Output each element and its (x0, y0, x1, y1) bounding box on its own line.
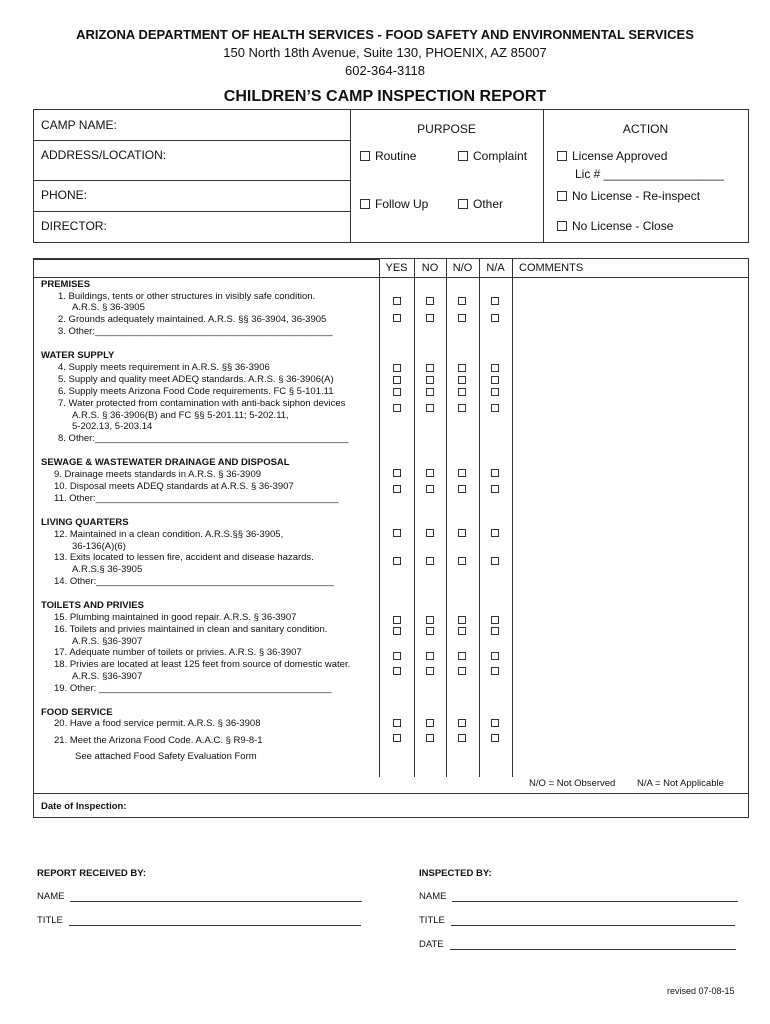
col-no: NO (421, 262, 439, 274)
answer-checkbox[interactable] (393, 297, 401, 305)
address-label: ADDRESS/LOCATION: (41, 148, 167, 162)
answer-checkbox[interactable] (458, 485, 466, 493)
answer-checkbox[interactable] (393, 529, 401, 537)
item-4: 4. Supply meets requirement in A.R.S. §§ 36-3906 (58, 362, 270, 373)
inspected-by: INSPECTED BY: (419, 868, 492, 879)
checkbox[interactable] (458, 199, 468, 209)
answer-checkbox[interactable] (458, 627, 466, 635)
inspector-name-field[interactable] (419, 891, 738, 902)
answer-checkbox[interactable] (458, 314, 466, 322)
item-2: 2. Grounds adequately maintained. A.R.S. §§ 36-3904, 36-3905 (58, 314, 327, 325)
item-15: 15. Plumbing maintained in good repair. A.R.S. § 36-3907 (54, 612, 297, 623)
col-comments: COMMENTS (519, 262, 584, 274)
answer-checkbox[interactable] (393, 616, 401, 624)
date-of-inspection-label: Date of Inspection: (41, 801, 127, 812)
col-not-applicable: N/A (486, 262, 505, 274)
answer-checkbox[interactable] (393, 364, 401, 372)
item-1-ref: A.R.S. § 36-3905 (72, 302, 145, 313)
title-label: TITLE (37, 915, 63, 926)
section-premises: PREMISES (41, 279, 91, 290)
date-label: DATE (419, 939, 444, 950)
camp-info-box (33, 109, 749, 243)
section-living-quarters: LIVING QUARTERS (41, 517, 129, 528)
item-18-ref: A.R.S. §36-3907 (72, 671, 143, 682)
name-label: NAME (37, 891, 65, 902)
item-9: 9. Drainage meets standards in A.R.S. § 36-3909 (54, 469, 262, 480)
item-6: 6. Supply meets Arizona Food Code requirements. FC § 5-101.11 (58, 386, 334, 397)
checkbox[interactable] (557, 151, 567, 161)
answer-checkbox[interactable] (393, 404, 401, 412)
report-received-by: REPORT RECEIVED BY: (37, 868, 147, 879)
answer-checkbox[interactable] (491, 314, 499, 322)
title-label: TITLE (419, 915, 445, 926)
agency-phone: 602-364-3118 (345, 63, 425, 78)
item-19: 19. Other: ____________________________________________ (54, 683, 332, 694)
answer-checkbox[interactable] (491, 376, 499, 384)
item-16-ref: A.R.S. §36-3907 (72, 636, 143, 647)
col-not-observed: N/O (452, 262, 473, 274)
phone-label: PHONE: (41, 188, 88, 202)
answer-checkbox[interactable] (426, 616, 434, 624)
answer-checkbox[interactable] (458, 376, 466, 384)
close-label: No License - Close (572, 219, 674, 233)
answer-checkbox[interactable] (491, 667, 499, 675)
answer-checkbox[interactable] (426, 652, 434, 660)
item-3: 3. Other:_____________________________________________ (58, 326, 333, 337)
section-food-service: FOOD SERVICE (41, 707, 113, 718)
agency-name: ARIZONA DEPARTMENT OF HEALTH SERVICES - FOOD SAFETY AND ENVIRONMENTAL SERVICES (76, 27, 694, 42)
answer-checkbox[interactable] (491, 719, 499, 727)
answer-checkbox[interactable] (393, 734, 401, 742)
answer-checkbox[interactable] (491, 529, 499, 537)
legend-not-applicable: N/A = Not Applicable (637, 778, 724, 789)
answer-checkbox[interactable] (491, 364, 499, 372)
answer-checkbox[interactable] (426, 404, 434, 412)
answer-checkbox[interactable] (426, 667, 434, 675)
checkbox[interactable] (557, 191, 567, 201)
item-5: 5. Supply and quality meet ADEQ standards. A.R.S. § 36-3906(A) (58, 374, 334, 385)
item-16: 16. Toilets and privies maintained in clean and sanitary condition. (54, 624, 328, 635)
purpose-other[interactable] (458, 197, 503, 211)
answer-checkbox[interactable] (426, 557, 434, 565)
section-toilets: TOILETS AND PRIVIES (41, 600, 144, 611)
item-12-ref: 36-136(A)(6) (72, 541, 126, 552)
answer-checkbox[interactable] (426, 297, 434, 305)
answer-checkbox[interactable] (426, 469, 434, 477)
answer-checkbox[interactable] (491, 557, 499, 565)
answer-checkbox[interactable] (426, 529, 434, 537)
item-14: 14. Other:_____________________________________________ (54, 576, 334, 587)
checkbox[interactable] (557, 221, 567, 231)
received-name-field[interactable] (37, 891, 362, 902)
item-1: 1. Buildings, tents or other structures in visibly safe condition. (58, 291, 316, 302)
action-no-license-reinspect[interactable] (557, 189, 700, 203)
answer-checkbox[interactable] (426, 388, 434, 396)
section-sewage: SEWAGE & WASTEWATER DRAINAGE AND DISPOSAL (41, 457, 290, 468)
answer-checkbox[interactable] (426, 376, 434, 384)
item-12: 12. Maintained in a clean condition. A.R.S.§§ 36-3905, (54, 529, 284, 540)
answer-checkbox[interactable] (491, 404, 499, 412)
action-license-approved[interactable] (557, 149, 667, 163)
answer-checkbox[interactable] (491, 485, 499, 493)
answer-checkbox[interactable] (393, 469, 401, 477)
answer-checkbox[interactable] (458, 404, 466, 412)
answer-checkbox[interactable] (393, 627, 401, 635)
answer-checkbox[interactable] (491, 734, 499, 742)
answer-checkbox[interactable] (393, 652, 401, 660)
complaint-label: Complaint (473, 149, 528, 163)
answer-checkbox[interactable] (393, 314, 401, 322)
answer-checkbox[interactable] (393, 485, 401, 493)
checkbox[interactable] (360, 151, 370, 161)
answer-checkbox[interactable] (458, 734, 466, 742)
answer-checkbox[interactable] (393, 388, 401, 396)
answer-checkbox[interactable] (458, 616, 466, 624)
answer-checkbox[interactable] (393, 667, 401, 675)
item-18: 18. Privies are located at least 125 feet from source of domestic water. (54, 659, 351, 670)
answer-checkbox[interactable] (426, 485, 434, 493)
answer-checkbox[interactable] (491, 652, 499, 660)
item-20: 20. Have a food service permit. A.R.S. § 36-3908 (54, 718, 261, 729)
revision-note: revised 07-08-15 (667, 986, 735, 996)
item-13-ref: A.R.S.§ 36-3905 (72, 564, 143, 575)
director-label: DIRECTOR: (41, 219, 107, 233)
routine-label: Routine (375, 149, 417, 163)
answer-checkbox[interactable] (458, 388, 466, 396)
license-approved-label: License Approved (572, 149, 668, 163)
purpose-heading: PURPOSE (417, 122, 476, 136)
answer-checkbox[interactable] (458, 364, 466, 372)
answer-checkbox[interactable] (491, 297, 499, 305)
legend-not-observed: N/O = Not Observed (529, 778, 616, 789)
inspector-title-field[interactable] (419, 915, 735, 926)
item-7: 7. Water protected from contamination with anti-back siphon devices (58, 398, 346, 409)
item-10: 10. Disposal meets ADEQ standards at A.R.S. § 36-3907 (54, 481, 294, 492)
answer-checkbox[interactable] (491, 627, 499, 635)
answer-checkbox[interactable] (491, 616, 499, 624)
inspection-checklist (33, 258, 749, 818)
answer-checkbox[interactable] (393, 557, 401, 565)
item-7-ref2: 5-202.13, 5-203.14 (72, 421, 153, 432)
report-title: CHILDREN’S CAMP INSPECTION REPORT (223, 88, 547, 105)
other-label: Other (473, 197, 504, 211)
follow-up-label: Follow Up (375, 197, 429, 211)
name-label: NAME (419, 891, 447, 902)
agency-address: 150 North 18th Avenue, Suite 130, PHOENIX, AZ 85007 (223, 45, 547, 60)
answer-checkbox[interactable] (491, 469, 499, 477)
reinspect-label: No License - Re-inspect (572, 189, 701, 203)
answer-checkbox[interactable] (458, 667, 466, 675)
purpose-follow-up[interactable] (360, 197, 428, 211)
item-13: 13. Exits located to lessen fire, accident and disease hazards. (54, 552, 314, 563)
answer-checkbox[interactable] (426, 734, 434, 742)
checkbox[interactable] (360, 199, 370, 209)
item-21-note: See attached Food Safety Evaluation Form (75, 751, 257, 762)
received-title-field[interactable] (37, 915, 361, 926)
section-water-supply: WATER SUPPLY (41, 350, 115, 361)
lic-number: Lic # __________________ (575, 167, 724, 181)
item-7-ref: A.R.S. § 36-3906(B) and FC §§ 5-201.11; 5-202.11, (72, 410, 289, 421)
answer-checkbox[interactable] (426, 719, 434, 727)
answer-checkbox[interactable] (491, 388, 499, 396)
checkbox[interactable] (458, 151, 468, 161)
action-no-license-close[interactable] (557, 219, 673, 233)
purpose-routine[interactable] (360, 149, 416, 163)
answer-checkbox[interactable] (458, 652, 466, 660)
item-17: 17. Adequate number of toilets or privies. A.R.S. § 36-3907 (54, 647, 302, 658)
inspector-date-field[interactable] (419, 939, 736, 950)
answer-checkbox[interactable] (458, 557, 466, 565)
camp-name-label: CAMP NAME: (41, 118, 117, 132)
item-11: 11. Other:______________________________________________ (54, 493, 339, 504)
answer-checkbox[interactable] (458, 469, 466, 477)
answer-checkbox[interactable] (426, 314, 434, 322)
answer-checkbox[interactable] (458, 297, 466, 305)
purpose-complaint[interactable] (458, 149, 527, 163)
answer-checkbox[interactable] (458, 719, 466, 727)
answer-checkbox[interactable] (426, 627, 434, 635)
item-21: 21. Meet the Arizona Food Code. A.A.C. § R9-8-1 (54, 735, 263, 746)
action-heading: ACTION (622, 122, 669, 136)
col-yes: YES (385, 262, 408, 274)
answer-checkbox[interactable] (393, 719, 401, 727)
item-8: 8. Other:________________________________________________ (58, 433, 349, 444)
answer-checkbox[interactable] (426, 364, 434, 372)
answer-checkbox[interactable] (458, 529, 466, 537)
answer-checkbox[interactable] (393, 376, 401, 384)
